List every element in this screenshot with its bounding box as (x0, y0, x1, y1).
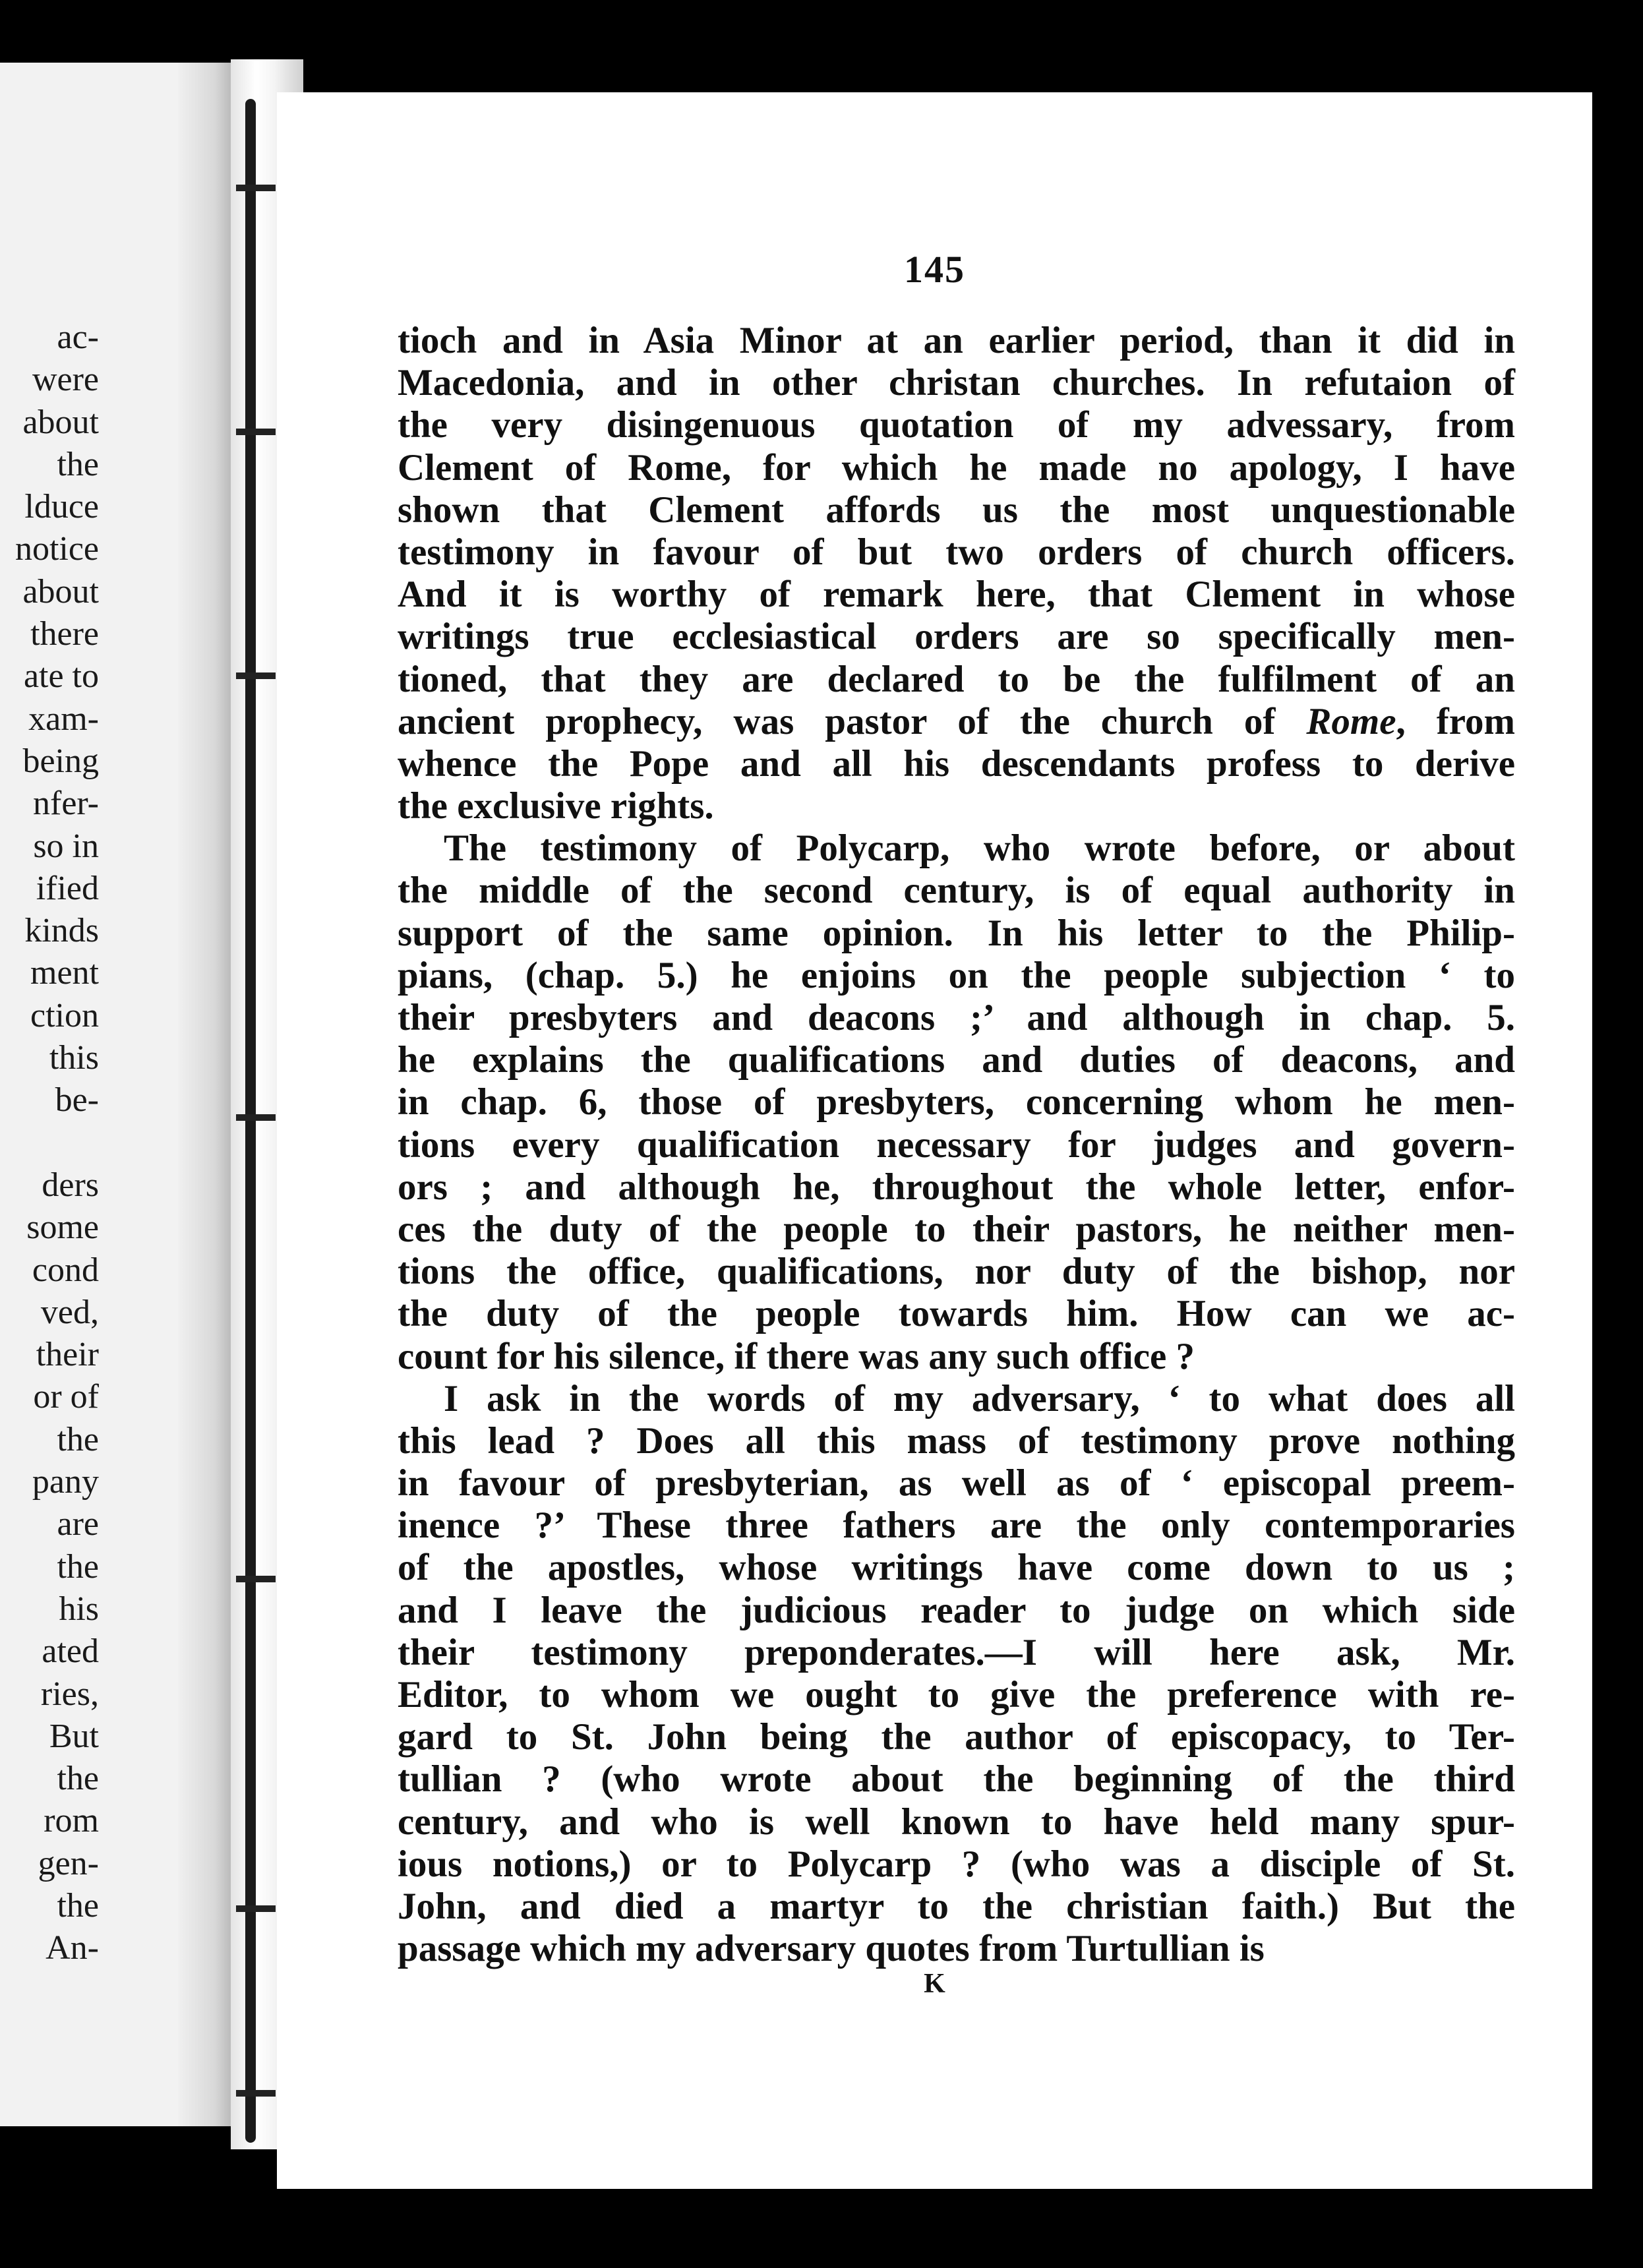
left-page-fragment: ated (42, 1632, 99, 1671)
body-text (398, 320, 1515, 1970)
text-line: ors ; and although he, throughout the whole letter, enfor- (398, 1166, 1515, 1208)
text-line: ious notions,) or to Polycarp ? (who was a disciple of St. (398, 1843, 1515, 1885)
text-line: the duty of the people towards him. How can we ac- (398, 1293, 1515, 1335)
binding-stitch (236, 1576, 276, 1582)
text-line: the very disingenuous quotation of my advessary, from (398, 404, 1515, 446)
left-page-fragment: about (22, 572, 99, 611)
left-page-fragment: be- (55, 1081, 99, 1119)
left-page-fragment: cond (32, 1251, 99, 1289)
text-line: their testimony preponderates.—I will here ask, Mr. (398, 1631, 1515, 1673)
binding-stitch (236, 185, 276, 191)
text-line: testimony in favour of but two orders of church officers. (398, 531, 1515, 573)
text-line: count for his silence, if there was any such office ? (398, 1335, 1195, 1377)
left-page-fragment: the (57, 445, 99, 483)
left-page-fragment: are (57, 1505, 99, 1543)
left-page-fragment: ved, (40, 1293, 99, 1331)
text-line: And it is worthy of remark here, that Clement in whose (398, 574, 1515, 616)
text-line: pians, (chap. 5.) he enjoins on the people subjection ‘ to (398, 954, 1515, 996)
text-line: support of the same opinion. In his letter to the Philip- (398, 912, 1515, 954)
left-page-fragment: the (57, 1760, 99, 1798)
left-page-fragment: An- (45, 1929, 99, 1967)
left-page (0, 63, 231, 2126)
text-line: whence the Pope and all his descendants profess to derive (398, 742, 1515, 785)
right-page (277, 92, 1592, 2189)
left-page-fragment: their (36, 1336, 99, 1374)
left-page-fragment: pany (32, 1463, 99, 1501)
left-page-fragment: there (30, 615, 99, 653)
left-page-fragment (0, 1122, 99, 1164)
left-page-fragment: his (59, 1590, 99, 1628)
left-page-fragment: this (49, 1039, 99, 1077)
text-line: Editor, to whom we ought to give the preference with re- (398, 1674, 1515, 1716)
text-line: this lead ? Does all this mass of testimony prove nothing (398, 1419, 1515, 1462)
text-line: in favour of presbyterian, as well as of ‘ episcopal preem- (398, 1462, 1515, 1505)
left-page-fragment: ac- (57, 318, 99, 356)
text-line: passage which my adversary quotes from Turtullian is (398, 1928, 1265, 1970)
left-page-fragment: ries, (40, 1675, 99, 1713)
binding-thread (245, 99, 256, 2143)
left-page-fragment: some (26, 1209, 99, 1247)
left-page-fragment: ate to (23, 657, 99, 696)
binding-stitch (236, 2090, 276, 2097)
binding-stitch (236, 1114, 276, 1121)
text-line: he explains the qualifications and duties of deacons, and (398, 1039, 1515, 1081)
text-line: writings true ecclesiastical orders are so specifically men- (398, 616, 1515, 658)
text-line: Clement of Rome, for which he made no apology, I have (398, 446, 1515, 489)
text-line: the exclusive rights. (398, 785, 714, 827)
left-page-fragment: the (57, 1420, 99, 1458)
text-line: shown that Clement affords us the most unquestionable (398, 489, 1515, 531)
text-line: ancient prophecy, was pastor of the church of Rome, from (398, 700, 1515, 742)
left-page-fragment: or of (33, 1378, 99, 1416)
left-page-fragment: about (22, 403, 99, 441)
binding-stitch (236, 1905, 276, 1912)
text-line: Macedonia, and in other christan churches. In refutaion of (398, 362, 1515, 404)
binding-stitch (236, 429, 276, 435)
left-page-fragment: being (22, 742, 99, 780)
left-page-fragment: lduce (24, 488, 99, 526)
text-line: their presbyters and deacons ;’ and although in chap. 5. (398, 997, 1515, 1038)
left-page-fragment: nfer- (33, 785, 99, 823)
left-page-text (0, 316, 99, 1970)
text-line: tions the office, qualifications, nor duty of the bishop, nor (398, 1251, 1515, 1293)
text-line: tioch and in Asia Minor at an earlier period, than it did in (398, 320, 1515, 361)
left-page-fragment: kinds (24, 912, 99, 950)
text-line: the middle of the second century, is of equal authority in (398, 870, 1515, 912)
left-page-fragment: xam- (28, 700, 99, 738)
signature-mark: K (924, 1969, 945, 1999)
left-page-edge (178, 63, 231, 2126)
text-line: in chap. 6, those of presbyters, concerning whom he men- (398, 1081, 1515, 1123)
text-line: ces the duty of the people to their pastors, he neither men- (398, 1208, 1515, 1250)
left-page-fragment: ified (36, 869, 99, 907)
page-number: 145 (904, 248, 965, 291)
left-page-fragment: ction (30, 996, 99, 1034)
left-page-fragment: gen- (38, 1844, 99, 1882)
left-page-fragment: ders (42, 1166, 99, 1204)
left-page-fragment: notice (15, 530, 99, 568)
left-page-fragment: the (57, 1547, 99, 1586)
text-line: tions every qualification necessary for judges and govern- (398, 1123, 1515, 1166)
left-page-fragment: were (32, 361, 99, 399)
text-line: gard to St. John being the author of episcopacy, to Ter- (398, 1716, 1515, 1758)
text-line: inence ?’ These three fathers are the only contemporaries (398, 1505, 1515, 1547)
left-page-fragment: ment (30, 954, 99, 992)
left-page-fragment: rom (44, 1802, 99, 1840)
left-page-fragment: the (57, 1886, 99, 1925)
text-line: century, and who is well known to have held many spur- (398, 1801, 1515, 1843)
text-line: and I leave the judicious reader to judge on which side (398, 1589, 1515, 1631)
text-line: of the apostles, whose writings have come down to us ; (398, 1547, 1515, 1589)
text-line: I ask in the words of my adversary, ‘ to what does all (444, 1377, 1515, 1419)
text-line: tullian ? (who wrote about the beginning of the third (398, 1758, 1515, 1801)
text-line: tioned, that they are declared to be the fulfilment of an (398, 658, 1515, 700)
left-page-fragment: so in (33, 827, 99, 865)
text-line: The testimony of Polycarp, who wrote before, or about (444, 827, 1515, 870)
text-line: John, and died a martyr to the christian faith.) But the (398, 1885, 1515, 1927)
left-page-fragment: But (49, 1717, 99, 1755)
binding-stitch (236, 672, 276, 679)
